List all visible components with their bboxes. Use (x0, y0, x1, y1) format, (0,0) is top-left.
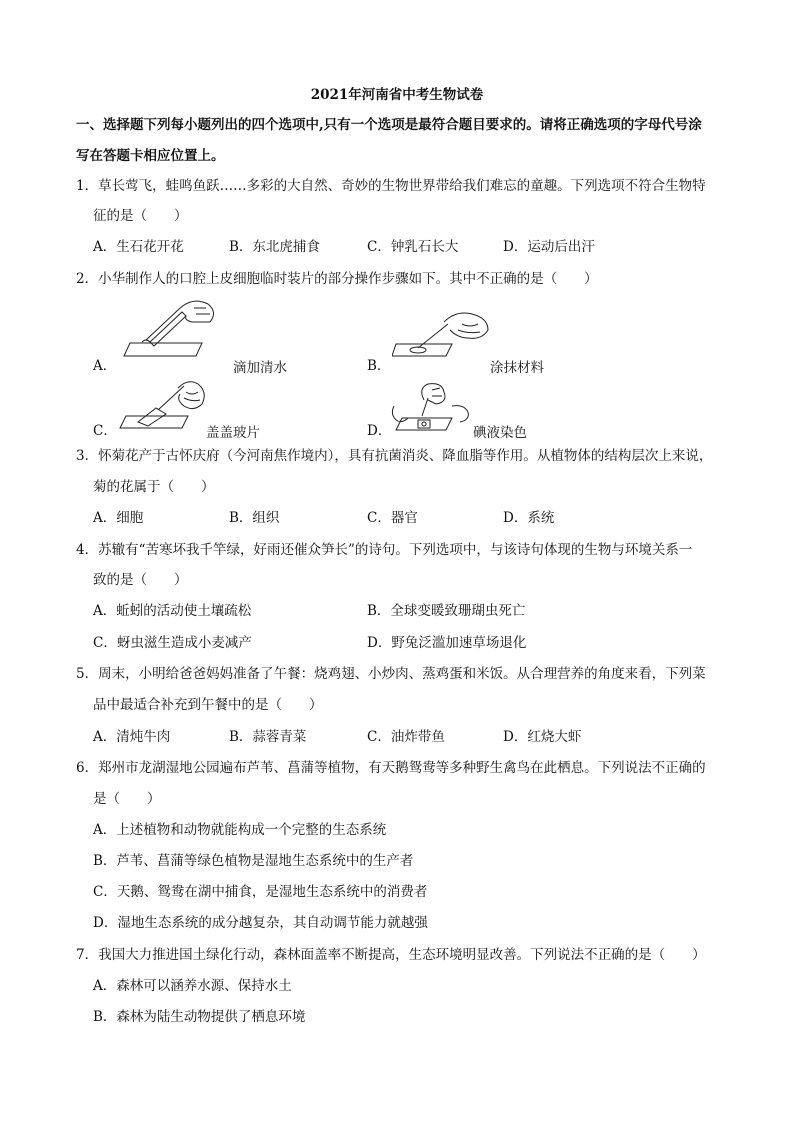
question-6-option-a: A．上述植物和动物就能构成一个完整的生态系统 (93, 822, 387, 838)
question-5-option-b: B．蒜蓉青菜 (229, 729, 307, 745)
question-3-option-a: A．细胞 (93, 510, 144, 526)
section-heading-line-2: 写在答题卡相应位置上。 (76, 148, 225, 164)
question-7-option-a: A．森林可以涵养水源、保持水土 (93, 978, 292, 994)
question-7-stem: 7．我国大力推进国土绿化行动，森林面盖率不断提高，生态环境明显改善。下列说法不正确的是（ ） (76, 947, 706, 963)
question-3-stem-line-2: 菊的花属于（ ） (93, 479, 215, 495)
question-5-option-d: D．红烧大虾 (503, 729, 582, 745)
question-4-option-b: B．全球变暖致珊瑚虫死亡 (367, 603, 526, 619)
question-3-option-b: B．组织 (229, 510, 280, 526)
question-1-stem-line-2: 征的是（ ） (93, 208, 188, 224)
section-heading-line-1: 一、选择题下列每小题列出的四个选项中,只有一个选项是最符合题目要求的。请将正确选项的字母代号涂 (76, 117, 702, 133)
question-5-stem-line-1: 5．周末，小明给爸爸妈妈准备了午餐：烧鸡翅、小炒肉、蒸鸡蛋和米饭。从合理营养的角度来看，下列菜 (76, 666, 706, 682)
question-4-option-c: C．蚜虫滋生造成小麦减产 (93, 635, 252, 651)
question-1-option-d: D．运动后出汗 (503, 239, 595, 255)
question-1-option-b: B．东北虎捕食 (229, 239, 320, 255)
question-1-stem-line-1: 1．草长莺飞，蛙鸣鱼跃……多彩的大自然、奇妙的生物世界带给我们难忘的童趣。下列选项不符合生物特 (76, 178, 706, 194)
question-6-stem-line-2: 是（ ） (93, 791, 161, 807)
smear-material-illustration (392, 304, 492, 364)
page-title: 2021年河南省中考生物试卷 (310, 87, 484, 103)
question-4-stem-line-2: 致的是（ ） (93, 572, 188, 588)
question-2-option-d-caption: 碘液染色 (473, 425, 527, 441)
question-4-stem-line-1: 4．苏辙有“苦寒坏我千竿绿，好雨还催众笋长”的诗句。下列选项中，与该诗句体现的生物与环境关系一 (76, 542, 693, 558)
question-2-option-b-caption: 涂抹材料 (490, 360, 544, 376)
question-3-stem-line-1: 3．怀菊花产于古怀庆府（今河南焦作境内），具有抗菌消炎、降血脂等作用。从植物体的结构层次上来说， (76, 448, 713, 464)
question-2-option-a-letter: A． (93, 358, 117, 374)
drop-water-illustration (122, 298, 222, 364)
question-5-option-a: A．清炖牛肉 (93, 729, 171, 745)
question-7-option-b: B．森林为陆生动物提供了栖息环境 (93, 1009, 306, 1025)
question-2-option-c-letter: C． (93, 423, 117, 439)
question-2-option-a-caption: 滴加清水 (233, 360, 287, 376)
question-6-option-d: D．湿地生态系统的成分越复杂，其自动调节能力就越强 (93, 915, 428, 931)
question-6-option-c: C．天鹅、鸳鸯在湖中捕食，是湿地生态系统中的消费者 (93, 884, 428, 900)
question-5-option-c: C．油炸带鱼 (367, 729, 445, 745)
question-5-stem-line-2: 品中最适合补充到午餐中的是（ ） (93, 697, 323, 713)
question-1-option-a: A．生石花开花 (93, 239, 184, 255)
section-heading (76, 110, 736, 172)
iodine-stain-illustration (388, 376, 476, 436)
question-2-stem: 2．小华制作人的口腔上皮细胞临时装片的部分操作步骤如下。其中不正确的是（ ） (76, 271, 598, 287)
question-2-option-c-caption: 盖盖玻片 (206, 425, 260, 441)
question-6-stem-line-1: 6．郑州市龙湖湿地公园遍布芦苇、菖蒲等植物，有天鹅鸳鸯等多种野生禽鸟在此栖息。下列说法不正确的 (76, 760, 706, 776)
question-2-option-d-letter: D． (367, 423, 392, 439)
question-6-option-b: B．芦苇、菖蒲等绿色植物是湿地生态系统中的生产者 (93, 853, 414, 869)
question-3-option-c: C．器官 (367, 510, 418, 526)
question-1-option-c: C．钟乳石长大 (367, 239, 459, 255)
question-3-option-d: D．系统 (503, 510, 555, 526)
question-4-option-d: D．野兔泛滥加速草场退化 (367, 635, 527, 651)
question-2-option-b-letter: B． (367, 358, 391, 374)
question-4-option-a: A．蚯蚓的活动使土壤疏松 (93, 603, 252, 619)
cover-slip-illustration (118, 378, 210, 434)
